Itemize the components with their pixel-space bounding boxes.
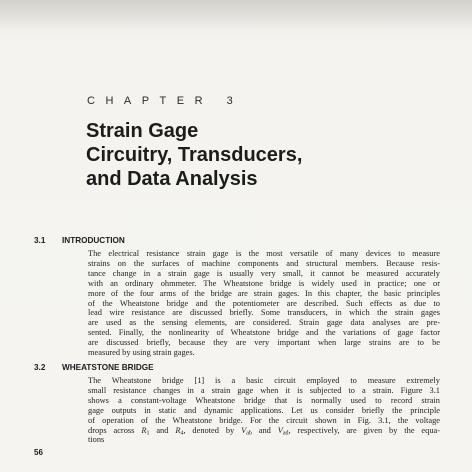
chapter-label: CHAPTER 3	[87, 95, 244, 107]
wheatstone-paragraph	[88, 376, 440, 445]
text-line: sented. Finally, the nonlinearity of Wheatstone bridge and the variations of gage factor	[88, 328, 440, 338]
subscript: 1	[146, 430, 150, 437]
scan-shadow	[0, 0, 472, 30]
section-title: WHEATSTONE BRIDGE	[62, 363, 154, 372]
text-fragment: and	[251, 425, 278, 435]
text-line: of the Wheatstone bridge and the potentiometer are described. Such effects as due to	[88, 298, 440, 308]
section-number: 3.1	[34, 236, 46, 245]
chapter-title	[86, 119, 302, 191]
text-line: with an ordinary ohmmeter. The Wheatstone bridge is widely used in practice; one or	[88, 278, 440, 288]
text-line: small resistance changes in a strain gage when it is subjected to a strain. Figure 3.1	[88, 385, 440, 395]
text-line: The Wheatstone bridge [1] is a basic circuit employed to measure extremely	[88, 376, 440, 385]
text-fragment: , respectively, are given by the equa-	[288, 425, 441, 435]
section-title: INTRODUCTION	[62, 236, 125, 245]
text-line: gage outputs in static and dynamic applications. Let us consider briefly the principle	[88, 405, 440, 415]
chapter-title-line: and Data Analysis	[86, 168, 258, 190]
text-line: The electrical resistance strain gage is the most versatile of many devices to measure	[88, 249, 440, 258]
introduction-paragraph	[88, 249, 440, 358]
symbol-Vab: V	[241, 425, 247, 435]
text-line: are used as the sensing elements, are considered. Strain gage data analyses are pre-	[88, 318, 440, 328]
section-heading-wheatstone-bridge	[34, 363, 154, 372]
text-line-with-symbols	[88, 426, 440, 436]
subscript: 4	[180, 430, 184, 437]
section-heading-introduction	[34, 236, 125, 245]
text-line: measured by using strain gages.	[88, 348, 195, 358]
text-line: tance change in a strain gage is usually very small, it cannot be measured accurately	[88, 268, 440, 278]
text-line: shows a constant-voltage Wheatstone bridge that is normally used to record strain	[88, 395, 440, 405]
page-number: 56	[34, 448, 43, 457]
subscript: ad	[282, 430, 289, 437]
chapter-title-line: Strain Gage	[86, 120, 199, 142]
section-number: 3.2	[34, 363, 46, 372]
text-line: strains on the surfaces of machine components and structural members. Because resis-	[88, 258, 440, 268]
text-line: of operation of the Wheatstone bridge. For the circuit shown in Fig. 3.1, the voltage	[88, 415, 440, 425]
subscript: ab	[246, 430, 252, 437]
symbol-Vad: V	[277, 425, 283, 435]
text-line: more of the four arms of the bridge are strain gages. In this chapter, the basic principles	[88, 288, 440, 298]
text-line: tions	[88, 435, 105, 445]
symbol-R4: R	[175, 425, 181, 435]
text-fragment: , denoted by	[183, 425, 242, 435]
symbol-R1: R	[141, 425, 147, 435]
chapter-title-line: Circuitry, Transducers,	[86, 144, 303, 166]
text-fragment: drops across	[88, 425, 142, 435]
text-line: are discussed briefly, because they are very important when large strains are to be	[88, 338, 440, 348]
text-line: lead wire resistance are discussed briefly. Some transducers, in which the strain gages	[88, 308, 440, 318]
text-fragment: and	[149, 425, 176, 435]
